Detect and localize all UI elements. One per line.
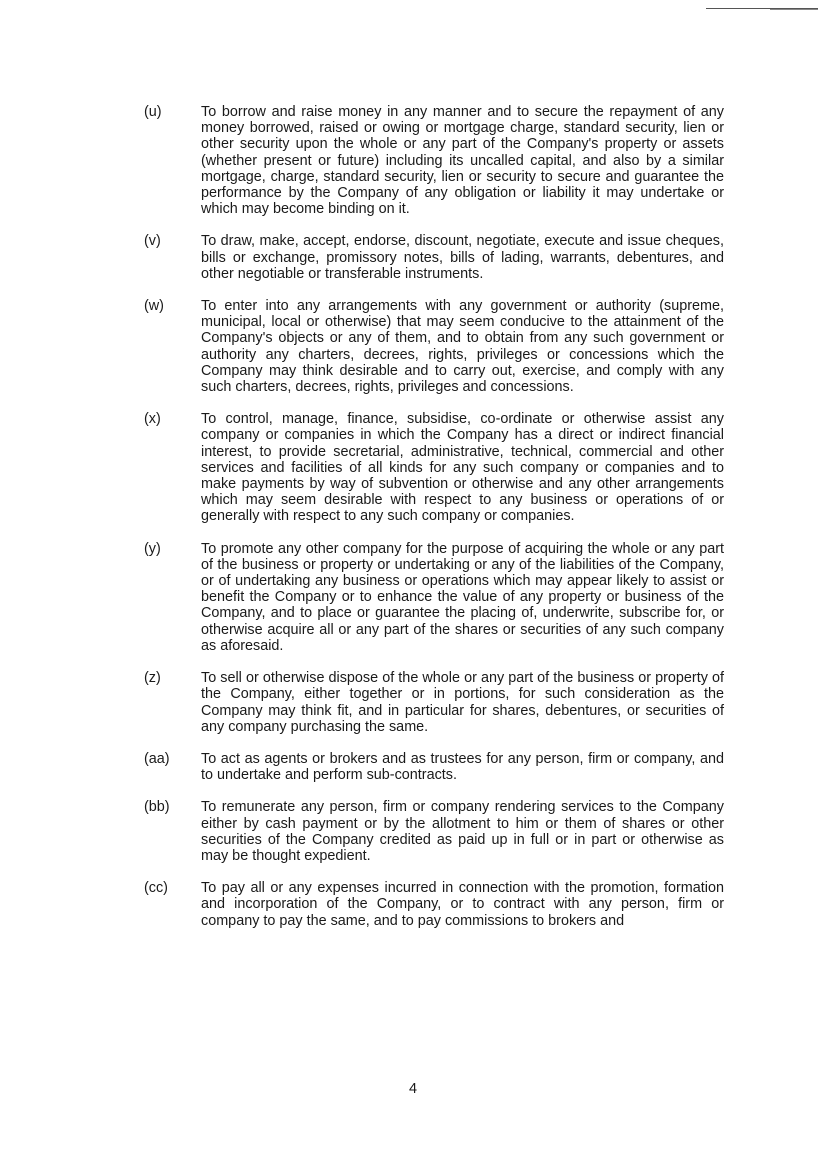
clause-y — [144, 541, 724, 654]
clause-text: To sell or otherwise dispose of the whole or any part of the business or property of the Company, either together or in portions, for such consideration as the Company may think fit, and in particular for shares, debentures, or securities of any company purchasing the same. — [201, 670, 724, 735]
clause-z — [144, 670, 724, 735]
clause-label: (v) — [144, 233, 161, 250]
clause-label: (w) — [144, 298, 164, 315]
clause-text: To control, manage, finance, subsidise, co-ordinate or otherwise assist any company or companies in which the Company has a direct or indirect financial interest, to provide secretarial, administrative, technical, commercial and other services and facilities of all kinds for any such company or companies and to make payments by way of subvention or otherwise and any other arrangements which may seem desirable with respect to any business or operations of or generally with respect to any such company or companies. — [201, 411, 724, 525]
clause-text: To act as agents or brokers and as trustees for any person, firm or company, and to undertake and perform sub-contracts. — [201, 750, 724, 784]
clause-u — [144, 104, 724, 217]
clause-label: (bb) — [144, 799, 170, 816]
page-number: 4 — [408, 1081, 417, 1097]
clause-bb — [144, 799, 724, 864]
clause-aa — [144, 751, 724, 783]
clause-cc — [144, 880, 724, 929]
clause-x — [144, 411, 724, 524]
clause-text: To promote any other company for the purpose of acquiring the whole or any part of the business or property or undertaking or any of the liabilities of the Company, or of undertaking any business or operations which may appear likely to assist or benefit the Company or to enhance the value of any property or business of the Company, and to place or guarantee the placing of, underwrite, subscribe for, or otherwise acquire all or any part of the shares or securities of any such company as aforesaid. — [201, 540, 724, 654]
clause-label: (y) — [144, 540, 161, 557]
clause-text: To enter into any arrangements with any government or authority (supreme, municipal, local or otherwise) that may seem conducive to the attainment of the Company's objects or any of them, and to obtain from any such government or authority any charters, decrees, rights, privileges or concessions which the Company may think desirable and to carry out, exercise, and comply with any such charters, decrees, rights, privileges and concessions. — [201, 298, 724, 396]
clause-text: To borrow and raise money in any manner and to secure the repayment of any money borrowed, raised or owing or mortgage charge, standard security, lien or other security upon the whole or any part of the Company's property or assets (whether present or future) including its uncalled capital, and also by a similar mortgage, charge, standard security, lien or security to secure and guarantee the performance by the Company of any obligation or liability it may undertake or which may become binding on it. — [201, 104, 724, 218]
clause-label: (z) — [144, 670, 161, 687]
clause-label: (aa) — [144, 750, 170, 767]
clause-label: (cc) — [144, 880, 168, 897]
clause-text: To pay all or any expenses incurred in connection with the promotion, formation and incorporation of the Company, or to contract with any person, firm or company to pay the same, and to pay commissions to brokers and — [201, 880, 724, 929]
clause-w — [144, 298, 724, 395]
clause-label: (u) — [144, 104, 162, 120]
clause-text: To remunerate any person, firm or company rendering services to the Company either by cash payment or by the allotment to him or them of shares or other securities of the Company credited as paid up in full or in part or otherwise as may be thought expedient. — [201, 799, 724, 864]
scan-artifact-line — [770, 9, 818, 10]
clause-v — [144, 233, 724, 282]
clause-label: (x) — [144, 411, 161, 428]
clause-list — [144, 104, 724, 945]
clause-text: To draw, make, accept, endorse, discount, negotiate, execute and issue cheques, bills or exchange, promissory notes, bills of lading, warrants, debentures, and other negotiable or transferable instruments. — [201, 233, 724, 282]
